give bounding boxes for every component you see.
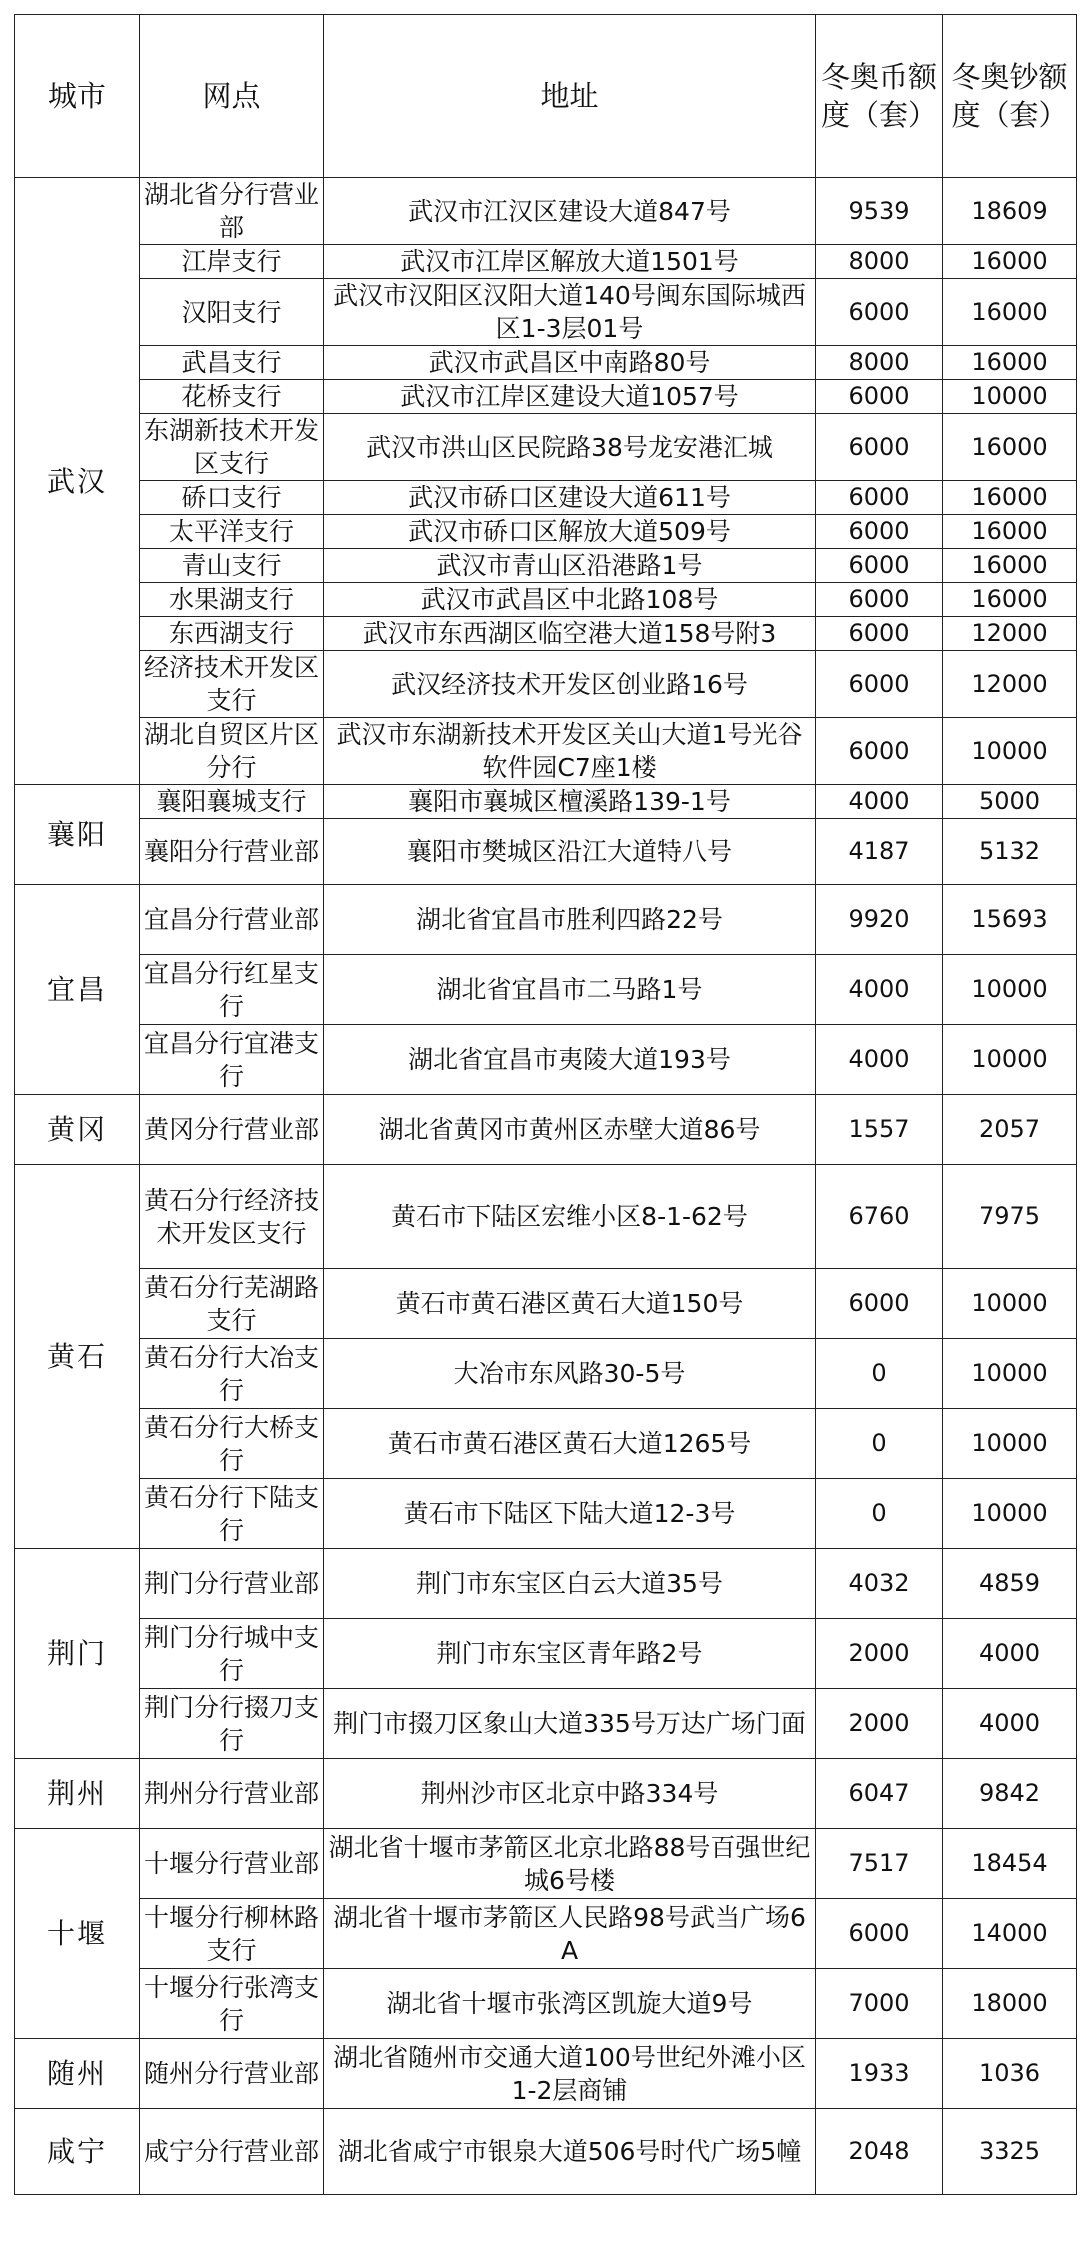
branch-cell: 荆州分行营业部 (140, 1759, 324, 1829)
note-quota-cell: 4859 (943, 1549, 1077, 1619)
note-quota-cell: 10000 (943, 718, 1077, 785)
coin-quota-cell: 6000 (816, 718, 943, 785)
branch-cell: 十堰分行柳林路支行 (140, 1899, 324, 1969)
table-row (15, 1689, 1077, 1759)
branch-cell: 水果湖支行 (140, 583, 324, 617)
table-row (15, 279, 1077, 346)
address-cell: 荆门市东宝区青年路2号 (324, 1619, 816, 1689)
coin-quota-cell: 6000 (816, 481, 943, 515)
address-cell: 襄阳市襄城区檀溪路139-1号 (324, 785, 816, 819)
note-quota-cell: 3325 (943, 2109, 1077, 2195)
address-cell: 荆门市掇刀区象山大道335号万达广场门面 (324, 1689, 816, 1759)
address-cell: 黄石市黄石港区黄石大道1265号 (324, 1409, 816, 1479)
branch-cell: 咸宁分行营业部 (140, 2109, 324, 2195)
table-row (15, 718, 1077, 785)
header-coin-quota: 冬奥币额度（套） (816, 15, 943, 178)
allocation-table (14, 14, 1077, 2195)
address-cell: 湖北省十堰市茅箭区人民路98号武当广场6A (324, 1899, 816, 1969)
city-cell: 黄冈 (15, 1095, 140, 1165)
note-quota-cell: 16000 (943, 279, 1077, 346)
coin-quota-cell: 6047 (816, 1759, 943, 1829)
coin-quota-cell: 6000 (816, 651, 943, 718)
table-row (15, 346, 1077, 380)
table-row (15, 549, 1077, 583)
table-row (15, 1549, 1077, 1619)
coin-quota-cell: 4032 (816, 1549, 943, 1619)
note-quota-cell: 2057 (943, 1095, 1077, 1165)
table-row (15, 617, 1077, 651)
note-quota-cell: 10000 (943, 380, 1077, 414)
branch-cell: 东湖新技术开发区支行 (140, 414, 324, 481)
branch-cell: 青山支行 (140, 549, 324, 583)
branch-cell: 武昌支行 (140, 346, 324, 380)
address-cell: 襄阳市樊城区沿江大道特八号 (324, 819, 816, 885)
address-cell: 黄石市下陆区下陆大道12-3号 (324, 1479, 816, 1549)
table-row (15, 1619, 1077, 1689)
address-cell: 湖北省黄冈市黄州区赤壁大道86号 (324, 1095, 816, 1165)
address-cell: 湖北省咸宁市银泉大道506号时代广场5幢 (324, 2109, 816, 2195)
address-cell: 武汉经济技术开发区创业路16号 (324, 651, 816, 718)
city-cell: 荆门 (15, 1549, 140, 1759)
note-quota-cell: 16000 (943, 549, 1077, 583)
branch-cell: 太平洋支行 (140, 515, 324, 549)
coin-quota-cell: 0 (816, 1409, 943, 1479)
coin-quota-cell: 1557 (816, 1095, 943, 1165)
table-row (15, 1759, 1077, 1829)
header-row (15, 15, 1077, 178)
table-row (15, 955, 1077, 1025)
branch-cell: 宜昌分行宜港支行 (140, 1025, 324, 1095)
city-cell: 宜昌 (15, 885, 140, 1095)
note-quota-cell: 9842 (943, 1759, 1077, 1829)
note-quota-cell: 10000 (943, 1479, 1077, 1549)
note-quota-cell: 16000 (943, 515, 1077, 549)
coin-quota-cell: 6000 (816, 380, 943, 414)
branch-cell: 十堰分行营业部 (140, 1829, 324, 1899)
address-cell: 武汉市青山区沿港路1号 (324, 549, 816, 583)
coin-quota-cell: 6000 (816, 549, 943, 583)
table-row (15, 1479, 1077, 1549)
coin-quota-cell: 8000 (816, 245, 943, 279)
table-row (15, 1269, 1077, 1339)
city-cell: 黄石 (15, 1165, 140, 1549)
address-cell: 湖北省宜昌市胜利四路22号 (324, 885, 816, 955)
note-quota-cell: 14000 (943, 1899, 1077, 1969)
city-cell: 襄阳 (15, 785, 140, 885)
branch-cell: 黄石分行大冶支行 (140, 1339, 324, 1409)
note-quota-cell: 10000 (943, 1269, 1077, 1339)
address-cell: 武汉市汉阳区汉阳大道140号闽东国际城西区1-3层01号 (324, 279, 816, 346)
address-cell: 武汉市江岸区解放大道1501号 (324, 245, 816, 279)
coin-quota-cell: 6000 (816, 279, 943, 346)
header-branch: 网点 (140, 15, 324, 178)
branch-cell: 荆门分行掇刀支行 (140, 1689, 324, 1759)
note-quota-cell: 7975 (943, 1165, 1077, 1269)
city-cell: 十堰 (15, 1829, 140, 2039)
coin-quota-cell: 2000 (816, 1689, 943, 1759)
branch-cell: 宜昌分行营业部 (140, 885, 324, 955)
city-cell: 荆州 (15, 1759, 140, 1829)
coin-quota-cell: 7517 (816, 1829, 943, 1899)
table-row (15, 2039, 1077, 2109)
branch-cell: 东西湖支行 (140, 617, 324, 651)
coin-quota-cell: 6760 (816, 1165, 943, 1269)
address-cell: 黄石市黄石港区黄石大道150号 (324, 1269, 816, 1339)
branch-cell: 襄阳襄城支行 (140, 785, 324, 819)
branch-cell: 黄石分行经济技术开发区支行 (140, 1165, 324, 1269)
address-cell: 荆门市东宝区白云大道35号 (324, 1549, 816, 1619)
coin-quota-cell: 9539 (816, 178, 943, 245)
note-quota-cell: 10000 (943, 1409, 1077, 1479)
note-quota-cell: 12000 (943, 617, 1077, 651)
note-quota-cell: 4000 (943, 1689, 1077, 1759)
coin-quota-cell: 4000 (816, 1025, 943, 1095)
coin-quota-cell: 0 (816, 1479, 943, 1549)
branch-cell: 十堰分行张湾支行 (140, 1969, 324, 2039)
coin-quota-cell: 6000 (816, 515, 943, 549)
note-quota-cell: 16000 (943, 346, 1077, 380)
table-body (15, 178, 1077, 2195)
table-row (15, 1829, 1077, 1899)
note-quota-cell: 10000 (943, 1339, 1077, 1409)
coin-quota-cell: 6000 (816, 414, 943, 481)
table-row (15, 2109, 1077, 2195)
coin-quota-cell: 6000 (816, 583, 943, 617)
branch-cell: 汉阳支行 (140, 279, 324, 346)
table-row (15, 651, 1077, 718)
branch-cell: 花桥支行 (140, 380, 324, 414)
branch-cell: 黄石分行下陆支行 (140, 1479, 324, 1549)
header-city: 城市 (15, 15, 140, 178)
coin-quota-cell: 4187 (816, 819, 943, 885)
address-cell: 大冶市东风路30-5号 (324, 1339, 816, 1409)
coin-quota-cell: 6000 (816, 617, 943, 651)
branch-cell: 湖北自贸区片区分行 (140, 718, 324, 785)
coin-quota-cell: 4000 (816, 955, 943, 1025)
table-row (15, 1339, 1077, 1409)
table-row (15, 245, 1077, 279)
table-row (15, 583, 1077, 617)
note-quota-cell: 16000 (943, 481, 1077, 515)
note-quota-cell: 12000 (943, 651, 1077, 718)
branch-cell: 黄石分行芜湖路支行 (140, 1269, 324, 1339)
table-row (15, 178, 1077, 245)
table-row (15, 1969, 1077, 2039)
address-cell: 武汉市洪山区民院路38号龙安港汇城 (324, 414, 816, 481)
address-cell: 武汉市硚口区建设大道611号 (324, 481, 816, 515)
coin-quota-cell: 6000 (816, 1899, 943, 1969)
branch-cell: 襄阳分行营业部 (140, 819, 324, 885)
coin-quota-cell: 0 (816, 1339, 943, 1409)
note-quota-cell: 16000 (943, 583, 1077, 617)
coin-quota-cell: 9920 (816, 885, 943, 955)
coin-quota-cell: 8000 (816, 346, 943, 380)
coin-quota-cell: 1933 (816, 2039, 943, 2109)
table-row (15, 380, 1077, 414)
branch-cell: 荆门分行城中支行 (140, 1619, 324, 1689)
branch-cell: 黄冈分行营业部 (140, 1095, 324, 1165)
branch-cell: 黄石分行大桥支行 (140, 1409, 324, 1479)
note-quota-cell: 18000 (943, 1969, 1077, 2039)
coin-quota-cell: 6000 (816, 1269, 943, 1339)
note-quota-cell: 5000 (943, 785, 1077, 819)
address-cell: 荆州沙市区北京中路334号 (324, 1759, 816, 1829)
note-quota-cell: 4000 (943, 1619, 1077, 1689)
coin-quota-cell: 4000 (816, 785, 943, 819)
address-cell: 武汉市江岸区建设大道1057号 (324, 380, 816, 414)
table-row (15, 515, 1077, 549)
address-cell: 武汉市武昌区中北路108号 (324, 583, 816, 617)
table-row (15, 1025, 1077, 1095)
note-quota-cell: 18609 (943, 178, 1077, 245)
address-cell: 湖北省宜昌市二马路1号 (324, 955, 816, 1025)
address-cell: 武汉市硚口区解放大道509号 (324, 515, 816, 549)
branch-cell: 宜昌分行红星支行 (140, 955, 324, 1025)
note-quota-cell: 16000 (943, 245, 1077, 279)
allocation-table-container (14, 14, 1077, 2195)
address-cell: 湖北省十堰市张湾区凯旋大道9号 (324, 1969, 816, 2039)
table-row (15, 481, 1077, 515)
note-quota-cell: 18454 (943, 1829, 1077, 1899)
address-cell: 黄石市下陆区宏维小区8-1-62号 (324, 1165, 816, 1269)
address-cell: 湖北省十堰市茅箭区北京北路88号百强世纪城6号楼 (324, 1829, 816, 1899)
note-quota-cell: 10000 (943, 955, 1077, 1025)
branch-cell: 荆门分行营业部 (140, 1549, 324, 1619)
table-row (15, 1899, 1077, 1969)
address-cell: 武汉市江汉区建设大道847号 (324, 178, 816, 245)
coin-quota-cell: 2048 (816, 2109, 943, 2195)
city-cell: 随州 (15, 2039, 140, 2109)
table-row (15, 785, 1077, 819)
address-cell: 湖北省随州市交通大道100号世纪外滩小区1-2层商铺 (324, 2039, 816, 2109)
city-cell: 咸宁 (15, 2109, 140, 2195)
table-row (15, 885, 1077, 955)
address-cell: 武汉市东湖新技术开发区关山大道1号光谷软件园C7座1楼 (324, 718, 816, 785)
note-quota-cell: 15693 (943, 885, 1077, 955)
header-address: 地址 (324, 15, 816, 178)
address-cell: 武汉市武昌区中南路80号 (324, 346, 816, 380)
table-row (15, 1095, 1077, 1165)
coin-quota-cell: 7000 (816, 1969, 943, 2039)
city-cell: 武汉 (15, 178, 140, 785)
coin-quota-cell: 2000 (816, 1619, 943, 1689)
table-row (15, 819, 1077, 885)
note-quota-cell: 16000 (943, 414, 1077, 481)
table-row (15, 1165, 1077, 1269)
branch-cell: 湖北省分行营业部 (140, 178, 324, 245)
note-quota-cell: 5132 (943, 819, 1077, 885)
branch-cell: 硚口支行 (140, 481, 324, 515)
table-row (15, 1409, 1077, 1479)
branch-cell: 随州分行营业部 (140, 2039, 324, 2109)
table-row (15, 414, 1077, 481)
branch-cell: 经济技术开发区支行 (140, 651, 324, 718)
address-cell: 武汉市东西湖区临空港大道158号附3 (324, 617, 816, 651)
note-quota-cell: 1036 (943, 2039, 1077, 2109)
note-quota-cell: 10000 (943, 1025, 1077, 1095)
branch-cell: 江岸支行 (140, 245, 324, 279)
address-cell: 湖北省宜昌市夷陵大道193号 (324, 1025, 816, 1095)
header-note-quota: 冬奥钞额度（套） (943, 15, 1077, 178)
